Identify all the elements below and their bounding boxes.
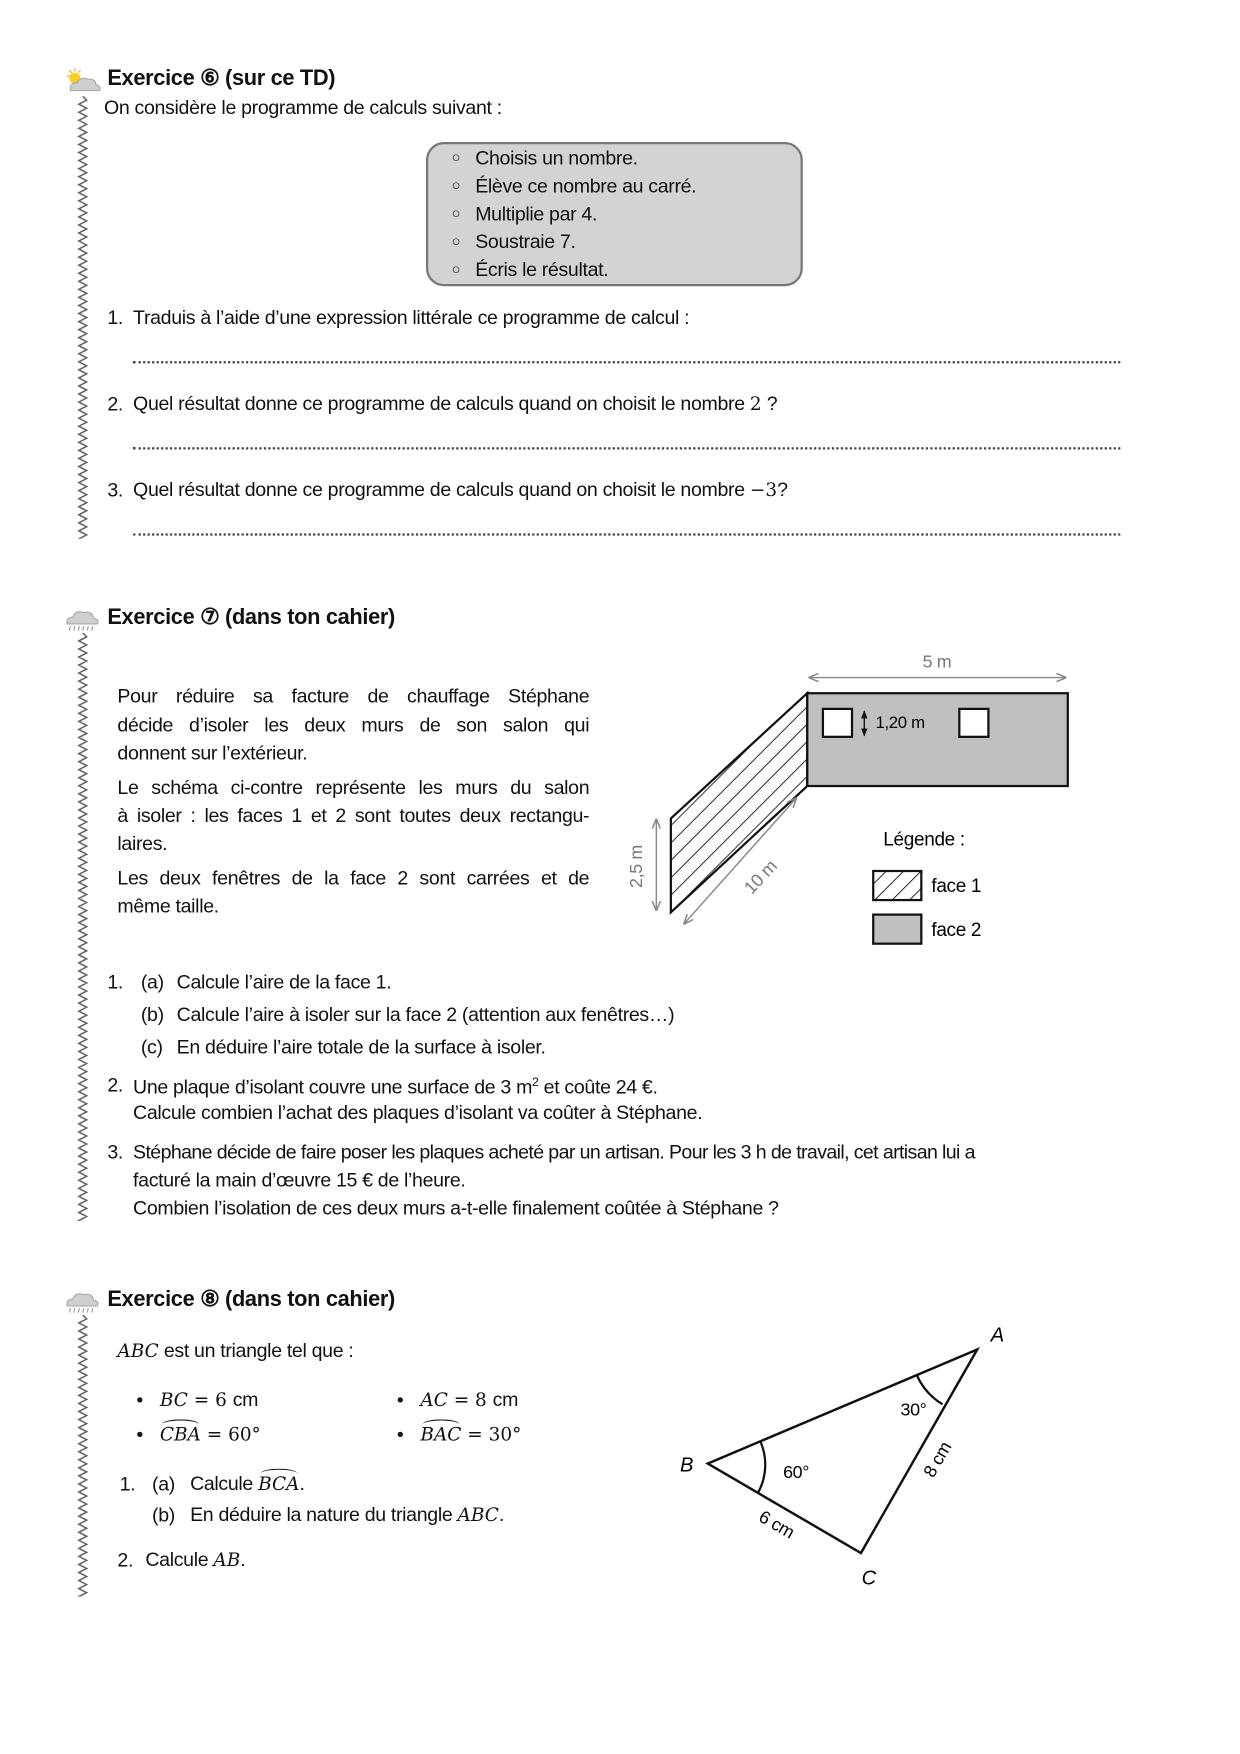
wavy-margin-line (74, 633, 92, 1221)
legend-title: Légende : (883, 829, 965, 851)
angle-name: BCA (258, 1472, 299, 1497)
angle-name: CBA (160, 1423, 201, 1448)
question-number: 3. (107, 478, 123, 501)
question-number: 1. (107, 306, 123, 329)
answer-line[interactable] (133, 533, 1120, 535)
legend-swatch-face-1 (873, 871, 921, 900)
face-1-wall (671, 693, 807, 912)
face-2-wall (807, 693, 1068, 786)
intro-text: est un triangle tel que : (158, 1338, 354, 1362)
program-step: Multiplie par 4. (475, 202, 598, 225)
paragraph-line: Le schéma ci-contre représente les murs du salon (117, 776, 590, 799)
vertex-a-label: A (990, 1324, 1004, 1347)
question-number: 2. (117, 1548, 134, 1571)
paragraph-line: à isoler : les faces 1 et 2 sont toutes deux rectangu- (117, 804, 590, 827)
height-label: 2,5 m (625, 845, 646, 889)
given-angle-cba (160, 1422, 261, 1448)
sun-cloud-icon (65, 67, 103, 94)
walls-diagram (615, 643, 1085, 967)
exercise-8-title: Exercice ⑧ (dans ton cahier) (107, 1286, 395, 1312)
triangle-name: ABC (117, 1340, 159, 1362)
subquestion-label: (a) (152, 1472, 175, 1495)
side-bc-label: 6 cm (755, 1506, 798, 1543)
paragraph-line: décide d’isoler les deux murs de son salon qui (117, 713, 590, 736)
exercise-7-title: Exercice ⑦ (dans ton cahier) (107, 604, 395, 630)
subquestion-text: Calcule l’aire à isoler sur la face 2 (attention aux fenêtres…) (176, 1002, 675, 1026)
question-text-body: Calcule (145, 1548, 214, 1571)
wavy-line-path (79, 96, 87, 539)
angle-name: BAC (420, 1423, 461, 1448)
width-label: 5 m (922, 651, 952, 672)
question-text: Combien l’isolation de ces deux murs a-t-elle finalement coûtée à Stéphane ? (133, 1196, 779, 1219)
question-text: Calcule combien l’achat des plaques d’isolant va coûter à Stéphane. (133, 1101, 703, 1124)
legend-label-face-2: face 2 (931, 919, 982, 941)
given-lhs: BC (159, 1389, 188, 1411)
question-text (145, 1547, 245, 1573)
question-text-body: En déduire la nature du triangle (190, 1503, 458, 1526)
question-end: . (498, 1503, 504, 1526)
question-number: 2. (107, 392, 123, 415)
question-text (133, 1070, 658, 1099)
wavy-line-path (79, 633, 87, 1221)
given-rhs: = 60° (200, 1423, 261, 1446)
question-text-body: Calcule (190, 1471, 259, 1495)
question-text-body: et coûte 24 €. (538, 1075, 658, 1098)
bullet: • (396, 1423, 404, 1446)
given-angle-bac (420, 1422, 521, 1448)
list-bullet-icon: ○ (451, 204, 461, 222)
given-lhs: AC (420, 1389, 448, 1411)
given-bc (160, 1387, 258, 1413)
bullet: • (136, 1423, 143, 1446)
question-number: 1. (119, 1472, 136, 1495)
question-end: . (299, 1471, 305, 1495)
question-text: Stéphane décide de faire poser les plaques acheté par un artisan. Pour les 3 h de travail, cet artisan lui a (133, 1140, 975, 1163)
vertex-b-label: B (679, 1454, 694, 1477)
subquestion-label: (a) (140, 970, 164, 993)
wavy-margin-line (74, 1315, 92, 1597)
question-number: 3. (107, 1140, 123, 1163)
math-number: 2 (749, 393, 762, 415)
question-text-body: Quel résultat donne ce programme de calculs quand on choisit le nombre (133, 477, 750, 501)
question-end: . (240, 1548, 246, 1571)
triangle-name: ABC (457, 1504, 499, 1526)
triangle-figure (660, 1319, 1029, 1599)
window-right (959, 709, 988, 737)
wavy-line-path (79, 1315, 87, 1597)
question-number: 1. (107, 970, 123, 993)
subquestion-text: Calcule l’aire de la face 1. (176, 970, 392, 993)
angle-a-label: 30° (900, 1399, 927, 1420)
wavy-margin-line (74, 96, 92, 539)
side-ac-label: 8 cm (919, 1438, 956, 1481)
given-rhs: = 30° (461, 1423, 522, 1446)
subquestion-label: (c) (140, 1035, 163, 1058)
subquestion-label: (b) (140, 1002, 164, 1026)
legend-label-face-1: face 1 (931, 876, 982, 898)
question-end: ? (777, 477, 788, 501)
question-text-body: Une plaque d’isolant couvre une surface de 3 m (133, 1075, 533, 1098)
math-number: −3 (749, 479, 778, 501)
question-text: Traduis à l’aide d’une expression littérale ce programme de calcul : (133, 306, 690, 329)
list-bullet-icon: ○ (451, 148, 461, 166)
question-text (133, 477, 788, 503)
given-rhs: = 6 (187, 1389, 233, 1411)
given-unit: cm (492, 1388, 519, 1411)
question-text (133, 391, 777, 417)
subquestion-text (190, 1502, 504, 1528)
answer-line[interactable] (133, 361, 1120, 363)
program-step: Choisis un nombre. (475, 146, 638, 169)
paragraph-line: donnent sur l’extérieur. (117, 741, 308, 764)
program-step: Élève ce nombre au carré. (475, 174, 697, 197)
segment-name: AB (213, 1549, 241, 1571)
bullet: • (136, 1388, 143, 1412)
subquestion-text (190, 1471, 304, 1497)
legend-swatch-face-2 (873, 915, 921, 944)
given-rhs: = 8 (447, 1389, 493, 1411)
window-size-label: 1,20 m (875, 712, 925, 732)
list-bullet-icon: ○ (451, 260, 461, 278)
window-left (823, 709, 852, 737)
paragraph-line: laires. (117, 832, 168, 855)
angle-b-label: 60° (783, 1462, 810, 1483)
vertex-c-label: C (861, 1567, 876, 1590)
program-step: Écris le résultat. (475, 258, 609, 281)
paragraph-line: Pour réduire sa facture de chauffage Stéphane (117, 684, 590, 707)
question-text: facturé la main d’œuvre 15 € de l’heure. (133, 1168, 466, 1191)
list-bullet-icon: ○ (451, 176, 461, 194)
answer-line[interactable] (133, 447, 1120, 449)
subquestion-label: (b) (152, 1503, 175, 1527)
question-number: 2. (107, 1073, 123, 1096)
list-bullet-icon: ○ (451, 232, 461, 250)
question-text-body: Quel résultat donne ce programme de calculs quand on choisit le nombre (133, 391, 750, 415)
given-unit: cm (232, 1388, 259, 1411)
subquestion-text: En déduire l’aire totale de la surface à isoler. (176, 1035, 546, 1058)
exercise-6-intro: On considère le programme de calculs suivant : (103, 96, 502, 119)
rain-cloud-icon (64, 1288, 102, 1315)
paragraph-line: même taille. (117, 894, 219, 918)
paragraph-line: Les deux fenêtres de la face 2 sont carrées et de (117, 866, 590, 890)
exercise-8-intro (117, 1338, 353, 1364)
superscript: 2 (532, 1075, 539, 1090)
given-ac (420, 1387, 518, 1413)
bullet: • (396, 1388, 404, 1412)
exercise-6-title: Exercice ⑥ (sur ce TD) (107, 65, 336, 91)
length-label: 10 m (739, 856, 781, 898)
program-step: Soustraie 7. (475, 230, 576, 253)
angle-b-arc (758, 1441, 765, 1492)
question-end: ? (761, 391, 778, 415)
rain-cloud-icon (64, 606, 102, 633)
